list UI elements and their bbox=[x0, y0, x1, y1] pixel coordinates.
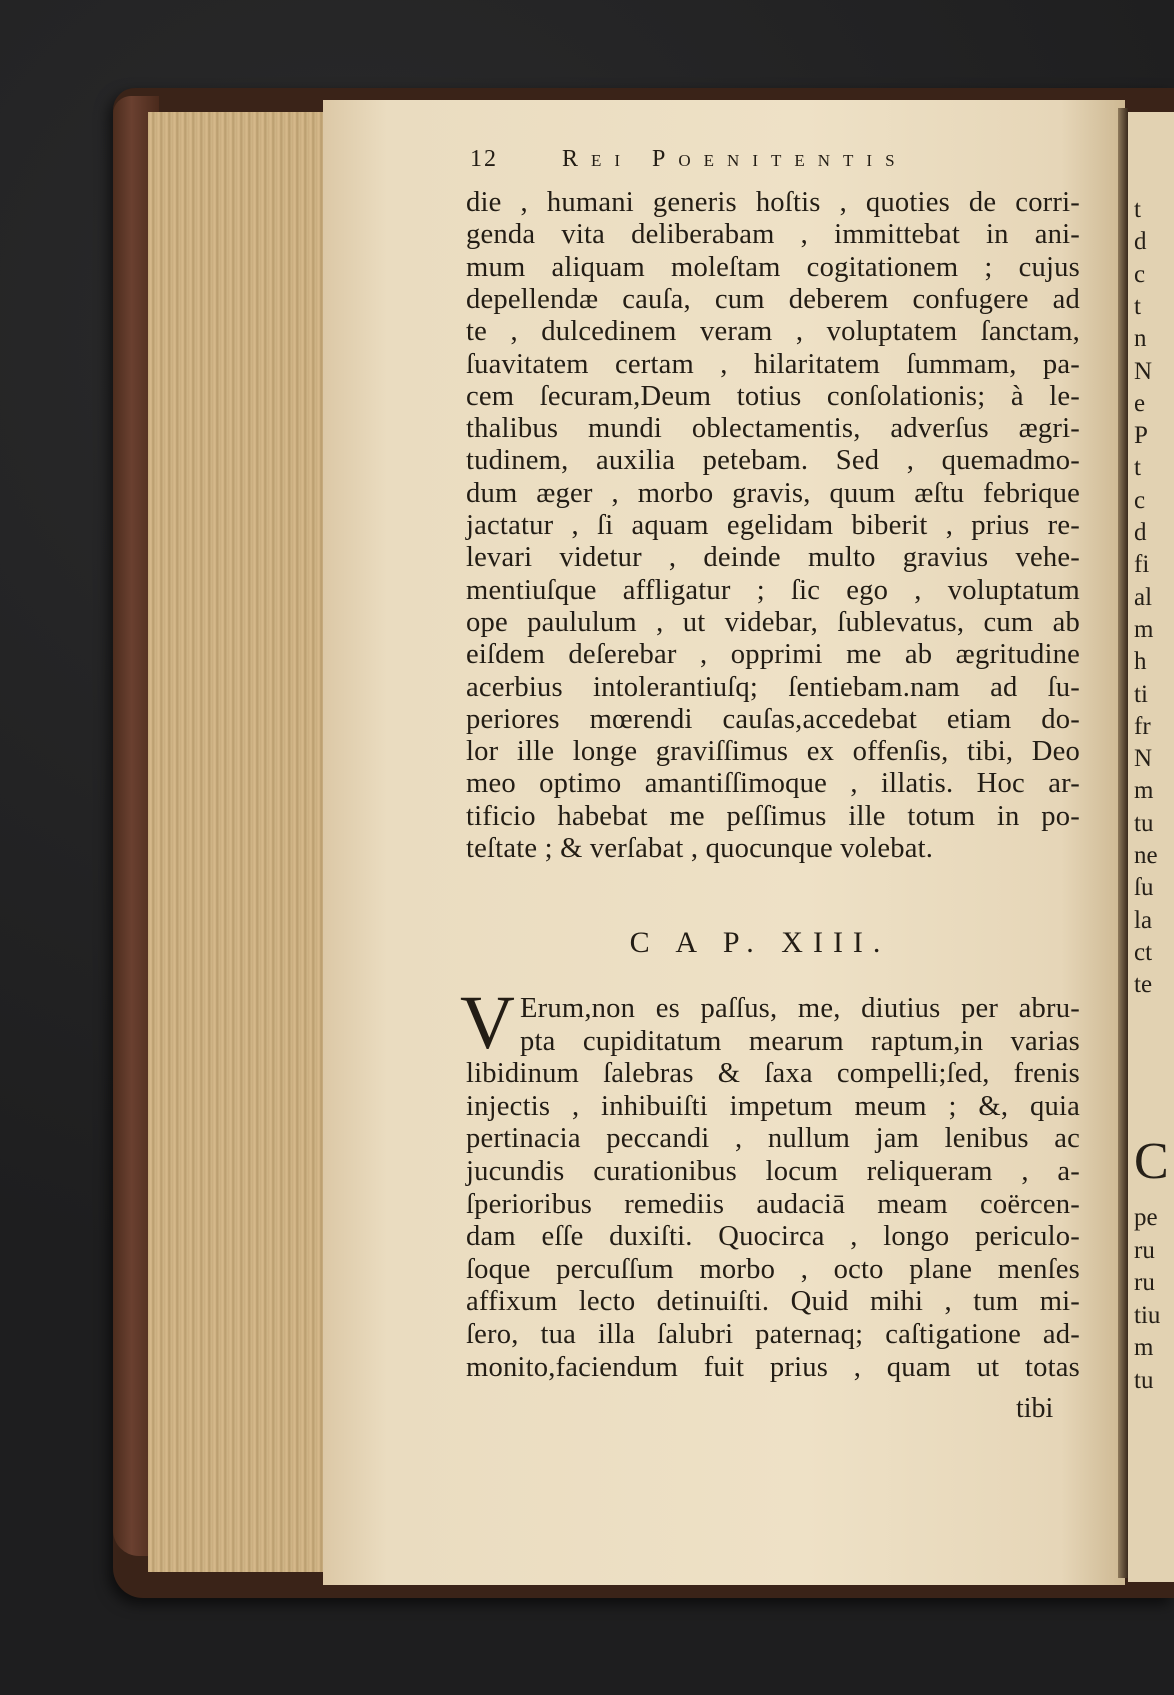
text-line: acerbius intolerantiuſq; ſentiebam.nam ad ſu- bbox=[466, 671, 1080, 703]
text-line: mentiuſque affligatur ; ſic ego , voluptatum bbox=[466, 574, 1080, 606]
page-number: 12 bbox=[470, 146, 498, 172]
running-title: Rei Poenitentis bbox=[562, 146, 908, 172]
text-line: Erum,non es paſſus, me, diutius per abru- bbox=[520, 993, 1080, 1024]
facing-page-fragment: fi bbox=[1134, 551, 1150, 579]
text-line: depellendæ cauſa, cum deberem confugere ad bbox=[466, 283, 1080, 315]
facing-page-fragment: la bbox=[1134, 906, 1153, 934]
text-line: te , dulcedinem veram , voluptatem ſanctam, bbox=[466, 316, 1080, 348]
facing-page-fragment: m bbox=[1134, 777, 1154, 805]
text-line: jucundis curationibus locum reliqueram , a- bbox=[466, 1156, 1080, 1187]
facing-page-fragment: m bbox=[1134, 1334, 1154, 1361]
text-line: teſtate ; & verſabat , quocunque volebat. bbox=[466, 833, 934, 864]
page-block-edges bbox=[148, 112, 326, 1572]
facing-page-fragment: t bbox=[1134, 454, 1141, 482]
text-line: pertinacia peccandi , nullum jam lenibus ac bbox=[466, 1123, 1080, 1155]
facing-page-fragment: tu bbox=[1134, 809, 1154, 837]
text-line: genda vita deliberabam , immittebat in ani- bbox=[466, 219, 1080, 251]
text-line: injectis , inhibuiſti impetum meum ; &, quia bbox=[466, 1090, 1080, 1122]
facing-page-fragment: ru bbox=[1134, 1269, 1155, 1296]
text-line: lor ille longe graviſſimus ex offenſis, tibi, Deo bbox=[466, 736, 1080, 768]
facing-page-fragment: m bbox=[1134, 615, 1154, 643]
text-line: libidinum ſalebras & ſaxa compelli;ſed, frenis bbox=[466, 1058, 1080, 1090]
facing-page-fragment: P bbox=[1134, 422, 1148, 450]
chapter-heading: C A P. XIII. bbox=[629, 926, 891, 959]
text-line: tudinem, auxilia petebam. Sed , quemadmo- bbox=[466, 445, 1080, 477]
facing-page-fragment: ſu bbox=[1134, 874, 1154, 902]
text-line: ſoque percuſſum morbo , octo plane menſes bbox=[466, 1253, 1080, 1285]
facing-page bbox=[1128, 112, 1174, 1582]
text-line: jactatur , ſi aquam egelidam biberit , prius re- bbox=[466, 510, 1080, 541]
text-line: ſuavitatem certam , hilaritatem ſummam, pa- bbox=[466, 348, 1080, 380]
text-line: thalibus mundi oblectamentis, adverſus ægri- bbox=[466, 413, 1080, 445]
facing-page-fragment: tiu bbox=[1134, 1301, 1161, 1329]
text-line: die , humani generis hoſtis , quoties de corri- bbox=[466, 187, 1080, 218]
page-gutter bbox=[1118, 108, 1128, 1578]
facing-page-fragment: ti bbox=[1134, 680, 1148, 708]
facing-page-fragment: e bbox=[1134, 389, 1146, 417]
text-line: pta cupiditatum mearum raptum,in varias bbox=[520, 1025, 1080, 1057]
facing-page-fragment: C bbox=[1134, 1133, 1169, 1190]
text-line: levari videtur , deinde multo gravius vehe- bbox=[466, 542, 1080, 574]
facing-page-fragment: pe bbox=[1134, 1204, 1158, 1231]
facing-page-fragment: N bbox=[1134, 745, 1153, 773]
text-line: eiſdem deſerebar , opprimi me ab ægritudine bbox=[466, 639, 1080, 671]
facing-page-fragment: t bbox=[1134, 292, 1141, 320]
text-line: periores mœrendi cauſas,accedebat etiam do- bbox=[466, 703, 1080, 735]
facing-page-fragment: ct bbox=[1134, 938, 1153, 966]
facing-page-fragment: fr bbox=[1134, 712, 1151, 740]
text-line: affixum lecto detinuiſti. Quid mihi , tum mi- bbox=[466, 1286, 1080, 1318]
text-line: mum aliquam moleſtam cogitationem ; cujus bbox=[466, 251, 1080, 283]
running-header bbox=[470, 146, 1010, 180]
facing-page-fragment: te bbox=[1134, 971, 1153, 999]
text-line: cem ſecuram,Deum totius conſolationis; à le- bbox=[466, 380, 1080, 412]
facing-page-fragment: c bbox=[1134, 486, 1146, 514]
text-line: ope paululum , ut videbar, ſublevatus, cum ab bbox=[466, 606, 1080, 638]
facing-page-fragment: tu bbox=[1134, 1366, 1154, 1394]
text-line: meo optimo amantiſſimoque , illatis. Hoc ar- bbox=[466, 768, 1080, 800]
text-line: ſperioribus remediis audaciā meam coërcen- bbox=[466, 1188, 1080, 1220]
facing-page-fragment: d bbox=[1134, 228, 1147, 256]
facing-page-fragment: t bbox=[1134, 196, 1141, 223]
text-line: monito,faciendum fuit prius , quam ut totas bbox=[466, 1351, 1080, 1383]
facing-page-fragment: n bbox=[1134, 325, 1147, 353]
text-line: tificio habebat me peſſimus ille totum in po- bbox=[466, 800, 1080, 832]
text-line: dam eſſe duxiſti. Quocirca , longo periculo- bbox=[466, 1221, 1080, 1253]
facing-page-fragment: al bbox=[1134, 583, 1153, 611]
catchword: tibi bbox=[1016, 1393, 1054, 1424]
facing-page-fragment: ru bbox=[1134, 1236, 1155, 1264]
facing-page-fragment: d bbox=[1134, 519, 1147, 546]
text-line: ſero, tua illa ſalubri paternaq; caſtigatione ad- bbox=[466, 1319, 1080, 1350]
facing-page-fragment: c bbox=[1134, 260, 1146, 288]
text-line: dum æger , morbo gravis, quum æſtu febrique bbox=[466, 477, 1080, 509]
facing-page-fragment: ne bbox=[1134, 842, 1158, 869]
facing-page-fragment: N bbox=[1134, 357, 1153, 385]
drop-cap: V bbox=[460, 981, 515, 1065]
facing-page-fragment: h bbox=[1134, 648, 1147, 676]
